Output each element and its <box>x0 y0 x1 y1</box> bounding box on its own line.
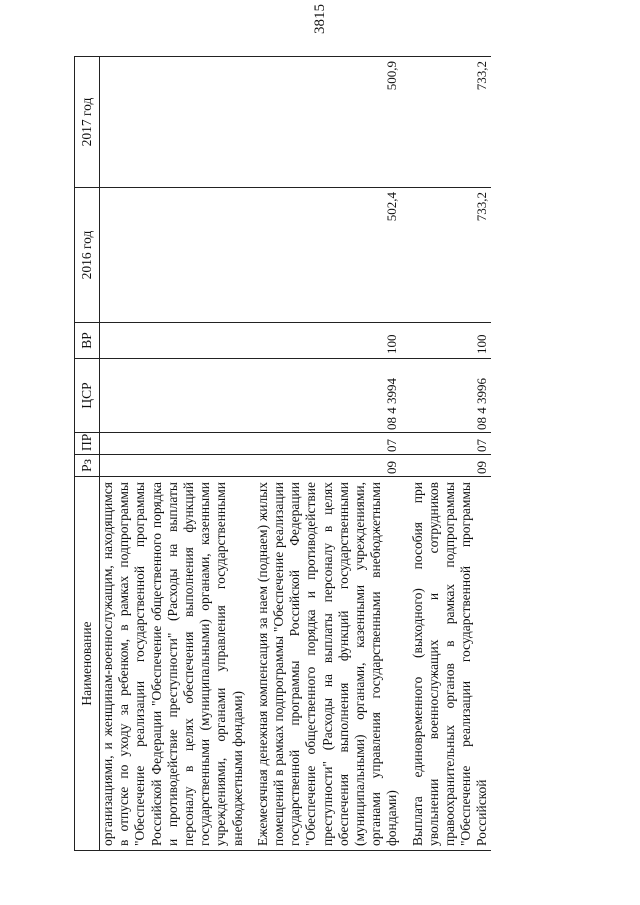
row-rz: 09 <box>410 455 491 477</box>
col-header-csr: ЦСР <box>75 359 100 433</box>
row-2016: 733,2 <box>410 188 491 323</box>
row-2017: 733,2 <box>410 57 491 188</box>
budget-table <box>74 56 491 851</box>
row-2016: 502,4 <box>255 188 401 323</box>
row-spacer <box>246 57 255 851</box>
row-name: Ежемесячная денежная компенсация за наем (поднаем) жилых помещений в рамках подпрограммы "Обеспечение реализации государственной программы Российской Федерации "Обеспечение общественного порядка и противодействие преступности" (Расходы на выплаты персоналу в целях обеспечения выполнения функций государственными (муниципальными) органами, казенными учреждениями, органами управления государственными внебюджетными фондами) <box>255 477 401 851</box>
row-2016 <box>100 188 246 323</box>
col-header-pr: ПР <box>75 433 100 455</box>
row-pr: 07 <box>255 433 401 455</box>
row-rz: 09 <box>255 455 401 477</box>
row-pr: 07 <box>410 433 491 455</box>
col-header-vr: ВР <box>75 323 100 359</box>
row-rz <box>100 455 246 477</box>
table-header-row <box>75 57 100 851</box>
row-vr: 100 <box>255 323 401 359</box>
col-header-2016: 2016 год <box>75 188 100 323</box>
page-number: 3815 <box>312 4 328 34</box>
col-header-name: Наименование <box>75 477 100 851</box>
table-row <box>255 57 401 851</box>
row-name: организациями, и женщинам-военнослужащим, находящимся в отпуске по уходу за ребенком, в рамках подпрограммы "Обеспечение реализации государственной программы Российской Федерации "Обеспечение общественного порядка и противодействие преступности" (Расходы на выплаты персоналу в целях обеспечения выполнения функций государственными (муниципальными) органами, казенными учреждениями, органами управления государственными внебюджетными фондами) <box>100 477 246 851</box>
col-header-2017: 2017 год <box>75 57 100 188</box>
row-2017: 500,9 <box>255 57 401 188</box>
rotated-page <box>74 57 634 851</box>
row-vr <box>100 323 246 359</box>
row-name: Выплата единовременного (выходного) пособия при увольнении военнослужащих и сотрудников правоохранительных органов в рамках подпрограммы "Обеспечение реализации государственной программы Российской <box>410 477 491 851</box>
row-spacer <box>401 57 410 851</box>
row-csr: 08 4 3994 <box>255 359 401 433</box>
col-header-rz: Рз <box>75 455 100 477</box>
table-row <box>100 57 246 851</box>
row-csr: 08 4 3996 <box>410 359 491 433</box>
row-vr: 100 <box>410 323 491 359</box>
row-pr <box>100 433 246 455</box>
row-2017 <box>100 57 246 188</box>
table-row <box>410 57 491 851</box>
row-csr <box>100 359 246 433</box>
